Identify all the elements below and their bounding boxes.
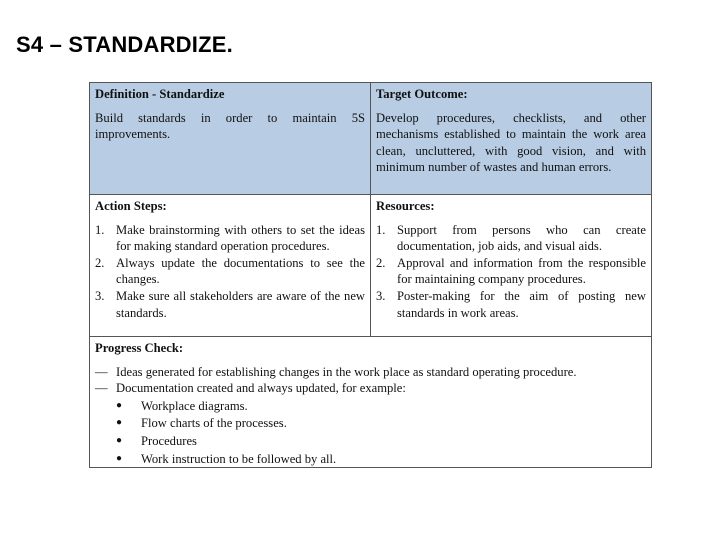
- action-steps-cell: [90, 195, 371, 336]
- slide-title: S4 – STANDARDIZE.: [16, 32, 233, 57]
- dash-icon: —: [95, 381, 108, 396]
- examples-list: [95, 398, 646, 467]
- progress-line: [95, 364, 646, 381]
- bullet-icon: ●: [116, 417, 123, 429]
- resource-text: Support from persons who can create documentation, job aids, and visual aids.: [397, 222, 646, 254]
- table-row-definition: [90, 83, 651, 195]
- list-item: [95, 255, 365, 288]
- progress-line: [95, 380, 646, 397]
- example-text: Workplace diagrams.: [141, 398, 248, 413]
- bullet-icon: ●: [116, 452, 123, 464]
- progress-check-cell: [90, 337, 651, 467]
- list-item: [95, 451, 646, 468]
- step-number: 1.: [95, 222, 105, 237]
- progress-check-header: Progress Check:: [95, 341, 184, 355]
- bullet-icon: ●: [116, 434, 123, 446]
- action-steps-header: Action Steps:: [95, 199, 167, 213]
- action-steps-list: [95, 222, 365, 322]
- example-text: Flow charts of the processes.: [141, 416, 287, 431]
- resources-list: [376, 222, 646, 322]
- list-item: [95, 398, 646, 415]
- definition-cell: [90, 83, 371, 194]
- list-item: [95, 222, 365, 255]
- list-item: [95, 288, 365, 321]
- resources-header: Resources:: [376, 199, 435, 213]
- target-outcome-cell: [371, 83, 651, 194]
- step-text: Always update the documentations to see the changes.: [116, 255, 365, 287]
- example-text: Procedures: [141, 433, 197, 448]
- target-outcome-text: Develop procedures, checklists, and other mechanisms established to maintain the work area clean, uncluttered, with good vision, and with minimum number of wastes and human errors.: [376, 110, 646, 175]
- bullet-icon: ●: [116, 399, 123, 411]
- standardize-table: [89, 82, 652, 468]
- list-item: [376, 222, 646, 255]
- step-number: 3.: [95, 288, 105, 303]
- list-item: [95, 415, 646, 432]
- target-outcome-header: Target Outcome:: [376, 87, 468, 101]
- resource-number: 2.: [376, 255, 386, 270]
- resource-number: 1.: [376, 222, 386, 237]
- list-item: [376, 288, 646, 321]
- resource-number: 3.: [376, 288, 386, 303]
- step-text: Make sure all stakeholders are aware of the new standards.: [116, 288, 365, 320]
- resource-text: Approval and information from the responsible for maintaining company procedures.: [397, 255, 646, 287]
- resources-cell: [371, 195, 651, 336]
- definition-header: Definition - Standardize: [95, 87, 225, 101]
- step-number: 2.: [95, 255, 105, 270]
- resource-text: Poster-making for the aim of posting new standards in work areas.: [397, 288, 646, 320]
- list-item: [95, 433, 646, 450]
- progress-line-text: Ideas generated for establishing changes in the work place as standard operating procedure.: [116, 364, 577, 379]
- step-text: Make brainstorming with others to set the ideas for making standard operation procedures.: [116, 222, 365, 254]
- dash-icon: —: [95, 364, 108, 379]
- definition-text: Build standards in order to maintain 5S improvements.: [95, 110, 365, 142]
- table-row-actions: [90, 195, 651, 337]
- example-text: Work instruction to be followed by all.: [141, 451, 337, 466]
- list-item: [376, 255, 646, 288]
- progress-line-text: Documentation created and always updated, for example:: [116, 381, 406, 396]
